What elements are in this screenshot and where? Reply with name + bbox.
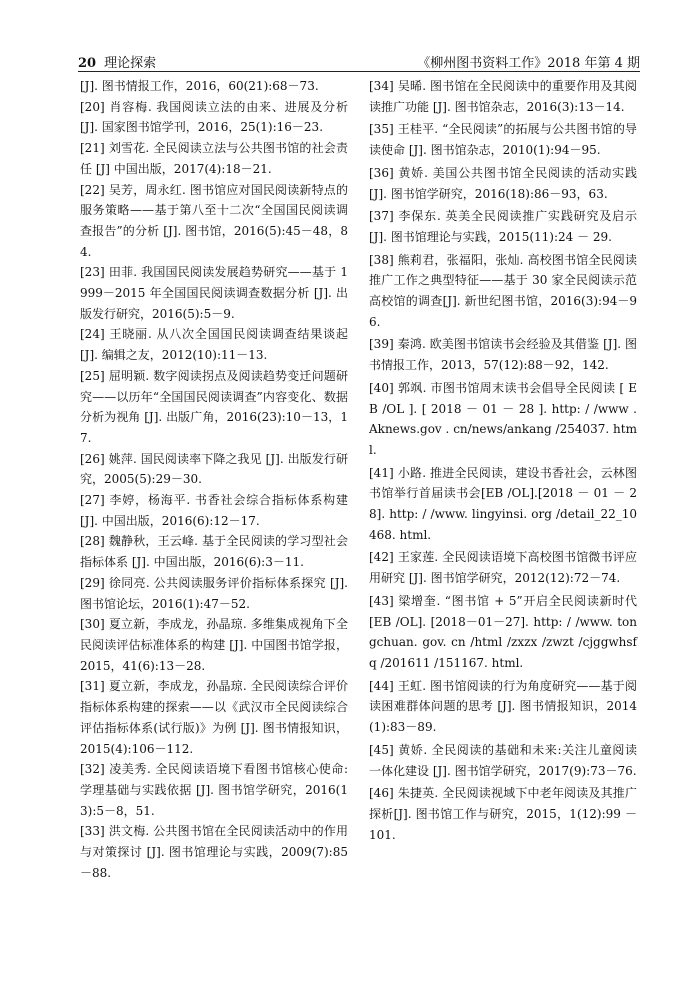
reference-number: [28] bbox=[80, 534, 105, 549]
reference-text: 秦鸿. 欧美图书馆读书会经验及其借鉴 [J]. 图书情报工作，2013，57(12):88－92，142. bbox=[369, 337, 637, 373]
references-right-column bbox=[369, 76, 637, 847]
reference-text: 黄娇. 美国公共图书馆全民阅读的活动实践 [J]. 图书馆学研究，2016(18):86－93，63. bbox=[369, 165, 637, 201]
reference-item bbox=[80, 531, 348, 572]
reference-number: [45] bbox=[369, 742, 394, 757]
reference-number: [35] bbox=[369, 122, 394, 137]
reference-item bbox=[80, 138, 348, 179]
reference-item bbox=[80, 324, 348, 365]
reference-item bbox=[80, 76, 348, 97]
reference-text: 李保东. 英美全民阅读推广实践研究及启示[J]. 图书馆理论与实践，2015(11):24 － 29. bbox=[369, 209, 637, 244]
reference-item bbox=[369, 250, 637, 333]
reference-text: 姚萍. 国民阅读率下降之我见 [J]. 出版发行研究，2005(5):29－30. bbox=[80, 451, 348, 487]
reference-item bbox=[369, 334, 637, 375]
header-divider bbox=[78, 71, 640, 72]
reference-number: [30] bbox=[80, 617, 105, 632]
references-left-column bbox=[80, 76, 348, 883]
reference-number: [29] bbox=[80, 575, 105, 590]
reference-number: [27] bbox=[80, 493, 105, 508]
reference-text: 刘雪花. 全民阅读立法与公共图书馆的社会责任 [J] 中国出版，2017(4):18－21. bbox=[80, 141, 348, 176]
reference-item bbox=[80, 821, 348, 883]
reference-item bbox=[369, 783, 637, 845]
reference-item bbox=[80, 676, 348, 759]
reference-text: 熊莉君，张福阳，张灿. 高校图书馆全民阅读推广工作之典型特征——基于 30 家全民阅读示范高校馆的调查[J]. 新世纪图书馆，2016(3):94－96. bbox=[369, 252, 637, 329]
reference-number: [40] bbox=[369, 380, 394, 395]
section-name: 理论探索 bbox=[104, 56, 157, 71]
reference-number: [39] bbox=[369, 337, 394, 352]
reference-item bbox=[369, 740, 637, 781]
reference-item bbox=[369, 119, 637, 160]
reference-item bbox=[80, 490, 348, 531]
reference-text: 凌美秀. 全民阅读语境下看图书馆核心使命:学理基础与实践依据 [J]. 图书馆学研究，2016(13):5－8，51. bbox=[80, 762, 348, 818]
reference-number: [25] bbox=[80, 368, 105, 383]
reference-text: 夏立新，李成龙，孙晶琼. 全民阅读综合评价指标体系构建的探索——以《武汉市全民阅读综合评估指标体系(试行版)》为例 [J]. 图书情报知识，2015(4):106－112. bbox=[80, 679, 348, 756]
reference-number: [22] bbox=[80, 182, 105, 197]
reference-text: 王桂平. “全民阅读”的拓展与公共图书馆的导读使命 [J]. 图书馆杂志，2010(1):94－95. bbox=[369, 122, 637, 158]
reference-text: 吴晞. 图书馆在全民阅读中的重要作用及其阅读推广功能 [J]. 图书馆杂志，2016(3):13－14. bbox=[369, 79, 637, 114]
reference-item bbox=[369, 378, 637, 461]
reference-item bbox=[80, 262, 348, 324]
reference-number: [37] bbox=[369, 209, 394, 224]
reference-number: [32] bbox=[80, 762, 105, 777]
reference-text: 梁增奎. “图书馆 + 5”开启全民阅读新时代 [EB /OL]. [2018－01－27]. http: / /www. tongchuan. gov. cn /html /zxzx /zwzt /cjggwhsfq /201611 /151167. html. bbox=[369, 593, 637, 670]
reference-item bbox=[80, 366, 348, 449]
reference-number: [33] bbox=[80, 824, 105, 839]
reference-number: [41] bbox=[369, 465, 394, 480]
running-header bbox=[78, 52, 640, 72]
reference-number: [38] bbox=[369, 252, 394, 267]
reference-item bbox=[369, 676, 637, 738]
reference-item bbox=[369, 591, 637, 674]
reference-text: 吴芳，周永红. 图书馆应对国民阅读新特点的服务策略——基于第八至十二次“全国国民阅读调查报告”的分析 [J]. 图书馆，2016(5):45－48，84. bbox=[80, 182, 348, 259]
reference-text: 魏静秋，王云峰. 基于全民阅读的学习型社会指标体系 [J]. 中国出版，2016(6):3－11. bbox=[80, 534, 348, 570]
reference-text: 田菲. 我国国民阅读发展趋势研究——基于 1999－2015 年全国国民阅读调查数据分析 [J]. 出版发行研究，2016(5):5－9. bbox=[80, 265, 348, 321]
reference-number: [20] bbox=[80, 99, 105, 114]
reference-text: 洪文梅. 公共图书馆在全民阅读活动中的作用与对策探讨 [J]. 图书馆理论与实践，2009(7):85－88. bbox=[80, 824, 348, 880]
reference-item bbox=[80, 759, 348, 821]
reference-text: 王晓丽. 从八次全国国民阅读调查结果谈起 [J]. 编辑之友，2012(10):11－13. bbox=[80, 327, 348, 363]
reference-number: [31] bbox=[80, 679, 105, 694]
reference-text: 肖容梅. 我国阅读立法的由来、进展及分析 [J]. 国家图书馆学刊，2016，25(1):16－23. bbox=[80, 99, 348, 135]
reference-item bbox=[369, 463, 637, 546]
reference-item bbox=[80, 573, 348, 614]
reference-text: 李婷，杨海平. 书香社会综合指标体系构建 [J]. 中国出版，2016(6):12－17. bbox=[80, 493, 348, 528]
reference-number: [36] bbox=[369, 165, 394, 180]
reference-text: 屈明颖. 数字阅读拐点及阅读趋势变迁问题研究——以历年“全国国民阅读调查”内容变化、数据分析为视角 [J]. 出版广角，2016(23):10－13，17. bbox=[80, 368, 348, 445]
reference-number: [26] bbox=[80, 451, 105, 466]
reference-number: [24] bbox=[80, 327, 105, 342]
reference-text: 小路. 推进全民阅读，建设书香社会，云林图书馆举行首届读书会[EB /OL].[2018 － 01 － 28]. http: / /www. lingyinsi. org /detail_22_10468. html. bbox=[369, 465, 637, 542]
reference-text: 徐同亮. 公共阅读服务评价指标体系探究 [J]. 图书馆论坛，2016(1):47－52. bbox=[80, 575, 348, 611]
header-left bbox=[78, 52, 156, 71]
reference-item bbox=[80, 97, 348, 138]
reference-text: 王家莲. 全民阅读语境下高校图书馆微书评应用研究 [J]. 图书馆学研究，2012(12):72－74. bbox=[369, 550, 637, 586]
reference-item bbox=[80, 180, 348, 263]
reference-number: [21] bbox=[80, 141, 105, 156]
reference-text: 黄娇. 全民阅读的基础和未来:关注儿童阅读一体化建设 [J]. 图书馆学研究，2017(9):73－76. bbox=[369, 742, 637, 778]
reference-number: [44] bbox=[369, 678, 394, 693]
reference-item bbox=[369, 547, 637, 588]
reference-number: [34] bbox=[369, 79, 394, 93]
reference-item bbox=[80, 449, 348, 490]
reference-item bbox=[369, 76, 637, 117]
page-number: 20 bbox=[78, 56, 97, 71]
journal-issue: 《柳州图书资料工作》2018 年第 4 期 bbox=[417, 56, 640, 71]
reference-number: [46] bbox=[369, 786, 394, 801]
reference-text: 王虹. 图书馆阅读的行为角度研究——基于阅读困难群体问题的思考 [J]. 图书情报知识，2014(1):83－89. bbox=[369, 678, 637, 735]
reference-number: [23] bbox=[80, 265, 105, 280]
reference-item bbox=[369, 163, 637, 204]
reference-item bbox=[369, 206, 637, 247]
reference-number: [42] bbox=[369, 550, 394, 565]
reference-item bbox=[80, 614, 348, 676]
reference-text: [J]. 图书情报工作，2016，60(21):68－73. bbox=[80, 79, 319, 93]
reference-text: 夏立新，李成龙，孙晶琼. 多维集成视角下全民阅读评估标准体系的构建 [J]. 中国图书馆学报，2015，41(6):13－28. bbox=[80, 617, 348, 673]
reference-number: [43] bbox=[369, 593, 394, 608]
reference-text: 郭飒. 市图书馆周末读书会倡导全民阅读 [ EB /OL ]. [ 2018 － 01 － 28 ]. http: / /www . Aknews.gov . cn/news/ankang /254037. html. bbox=[369, 380, 637, 457]
reference-text: 朱捷英. 全民阅读视域下中老年阅读及其推广探析[J]. 图书馆工作与研究，2015，1(12):99 － 101. bbox=[369, 786, 637, 842]
